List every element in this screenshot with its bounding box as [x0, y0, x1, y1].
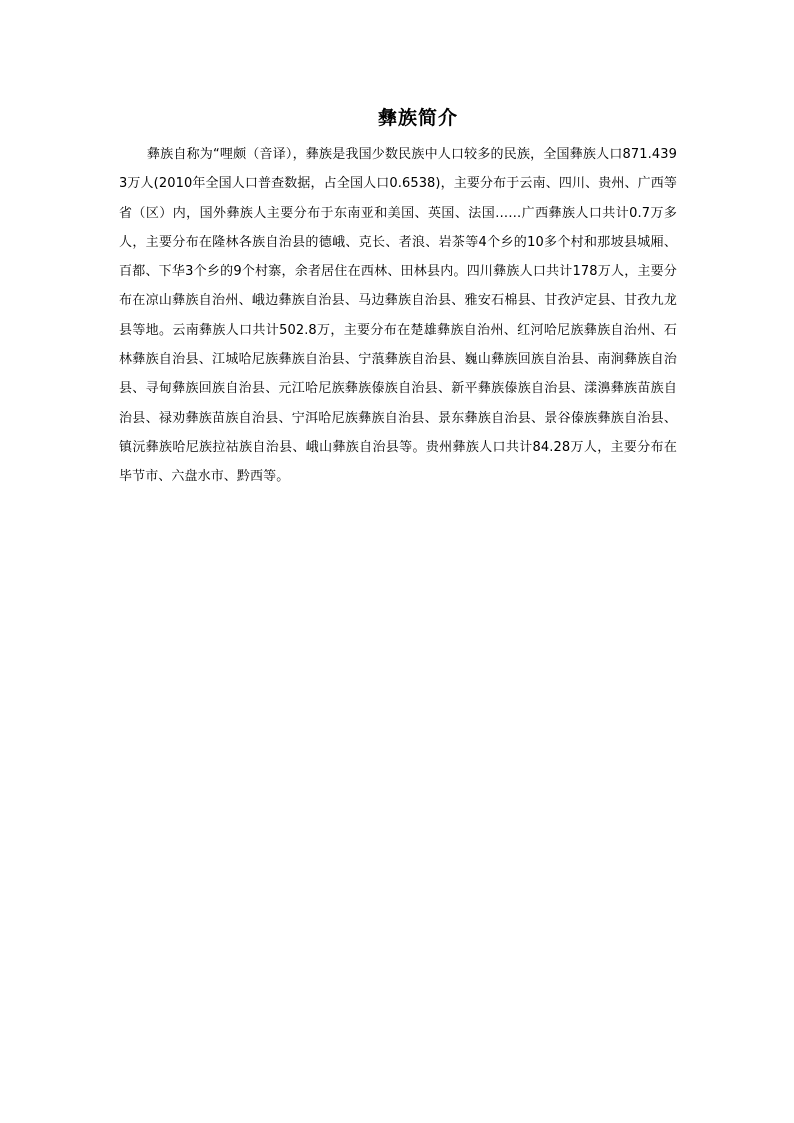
- page-title: 彝族简介: [377, 107, 458, 129]
- body-paragraph: 彝族自称为“哩颇（音译），彝族是我国少数民族中人口较多的民族，全国彝族人口871.4393万人(2010年全国人口普查数据，占全国人口0.6538)，主要分布于云南、四川、贵州、广西等省（区）内，国外彝族人主要分布于东南亚和美国、英国、法国……广西彝族人口共计0.7万多人，主要分布在隆林各族自治县的德峨、克长、者浪、岩茶等4个乡的10多个村和那坡县城厢、百都、下华3个乡的9个村寨，余者居住在西林、田林县内。四川彝族人口共计178万人，主要分布在凉山彝族自治州、峨边彝族自治县、马边彝族自治县、雅安石棉县、甘孜泸定县、甘孜九龙县等地。云南彝族人口共计502.8万，主要分布在楚雄彝族自治州、红河哈尼族彝族自治州、石林彝族自治县、江城哈尼族彝族自治县、宁蒗彝族自治县、巍山彝族回族自治县、南涧彝族自治县、寻甸彝族回族自治县、元江哈尼族彝族傣族自治县、新平彝族傣族自治县、漾濞彝族苗族自治县、禄劝彝族苗族自治县、宁洱哈尼族彝族自治县、景东彝族自治县、景谷傣族彝族自治县、镇沅彝族哈尼族拉祜族自治县、峨山彝族自治县等。贵州彝族人口共计84.28万人，主要分布在毕节市、六盘水市、黔西等。: [119, 147, 677, 485]
